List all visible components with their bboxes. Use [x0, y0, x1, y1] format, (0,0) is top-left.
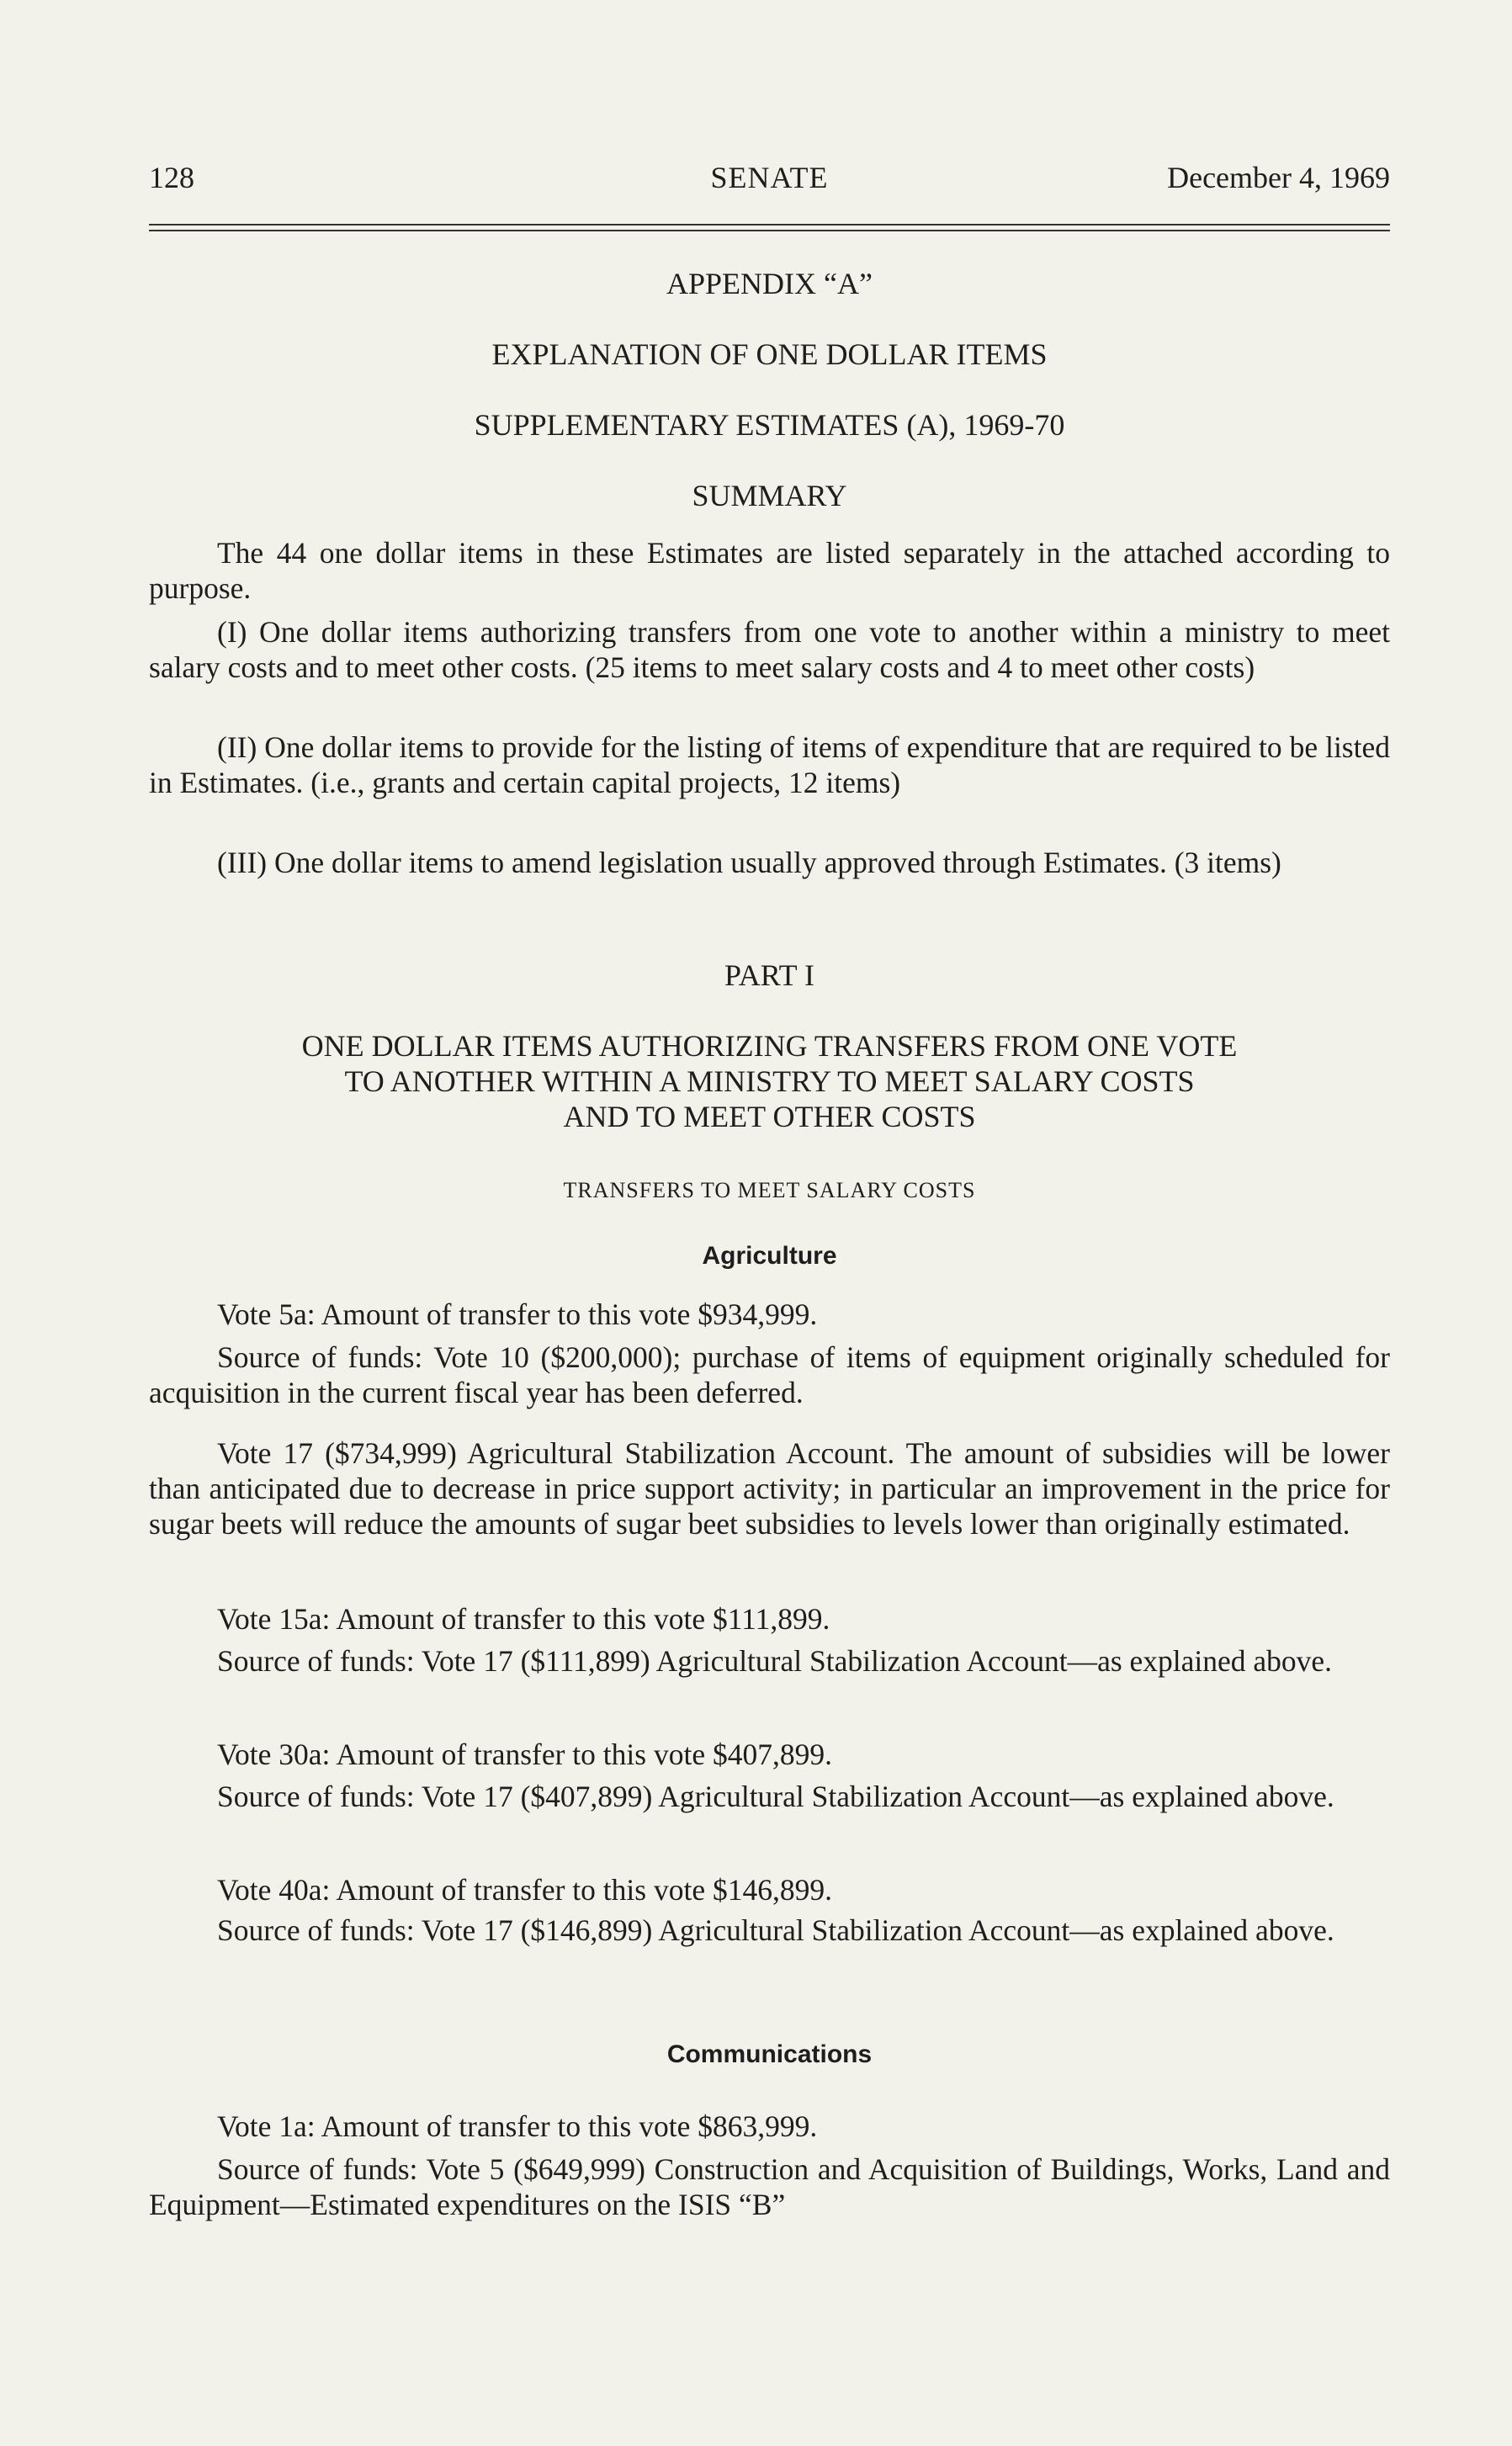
agriculture-heading: Agriculture	[702, 1242, 837, 1270]
summary-item-3: (III) One dollar items to amend legislation usually approved through Estimates. (3 items)	[217, 846, 1281, 879]
appendix-subtitle: EXPLANATION OF ONE DOLLAR ITEMS	[491, 337, 1048, 371]
communications-vote-1a-source: Source of funds: Vote 5 ($649,999) Construction and Acquisition of Buildings, Works, Land and Equipment—Estimated expenditures on the ISIS “B”	[149, 2152, 1390, 2221]
header-rule-bottom	[149, 230, 1390, 231]
running-date: December 4, 1969	[1167, 161, 1390, 194]
agriculture-vote-5a-source: Source of funds: Vote 10 ($200,000); purchase of items of equipment originally scheduled for acquisition in the current fiscal year has been deferred.	[149, 1340, 1390, 1409]
page-number: 128	[149, 161, 194, 194]
appendix-title: APPENDIX “A”	[666, 267, 873, 300]
summary-heading: SUMMARY	[692, 479, 847, 512]
part-1-title-line-2: TO ANOTHER WITHIN A MINISTRY TO MEET SALARY COSTS	[344, 1064, 1195, 1098]
header-rule-top	[149, 224, 1390, 225]
estimates-title: SUPPLEMENTARY ESTIMATES (A), 1969-70	[474, 408, 1065, 442]
agriculture-vote-40a: Vote 40a: Amount of transfer to this vote $146,899.	[217, 1873, 832, 1907]
part-1-heading: PART I	[724, 958, 814, 992]
agriculture-vote-15a: Vote 15a: Amount of transfer to this vote $111,899.	[217, 1602, 830, 1636]
part-1-title-line-1: ONE DOLLAR ITEMS AUTHORIZING TRANSFERS FROM ONE VOTE	[301, 1029, 1238, 1063]
agriculture-vote-5a: Vote 5a: Amount of transfer to this vote $934,999.	[217, 1297, 818, 1331]
running-head	[149, 160, 1390, 202]
agriculture-vote-30a-source: Source of funds: Vote 17 ($407,899) Agricultural Stabilization Account—as explained above.	[217, 1780, 1334, 1813]
agriculture-vote-30a: Vote 30a: Amount of transfer to this vote $407,899.	[217, 1738, 832, 1771]
agriculture-vote-40a-source: Source of funds: Vote 17 ($146,899) Agricultural Stabilization Account—as explained above.	[217, 1913, 1334, 1947]
part-1-title-line-3: AND TO MEET OTHER COSTS	[563, 1100, 976, 1133]
summary-intro: The 44 one dollar items in these Estimates are listed separately in the attached according to purpose.	[149, 536, 1390, 605]
summary-item-2: (II) One dollar items to provide for the listing of items of expenditure that are required to be listed in Estimates. (i.e., grants and certain capital projects, 12 items)	[149, 730, 1390, 799]
communications-vote-1a: Vote 1a: Amount of transfer to this vote $863,999.	[217, 2109, 818, 2143]
agriculture-vote-17: Vote 17 ($734,999) Agricultural Stabilization Account. The amount of subsidies will be lower than anticipated due to decrease in price support activity; in particular an improvement in the price for sugar beets will reduce the amounts of sugar beet subsidies to levels lower than originally estimated.	[149, 1436, 1390, 1541]
summary-item-1: (I) One dollar items authorizing transfers from one vote to another within a ministry to meet salary costs and to meet other costs. (25 items to meet salary costs and 4 to meet other costs)	[149, 615, 1390, 684]
section-heading: TRANSFERS TO MEET SALARY COSTS	[563, 1178, 976, 1202]
running-title: SENATE	[710, 161, 829, 194]
communications-heading: Communications	[666, 2040, 873, 2068]
agriculture-vote-15a-source: Source of funds: Vote 17 ($111,899) Agricultural Stabilization Account—as explained above.	[217, 1644, 1333, 1678]
